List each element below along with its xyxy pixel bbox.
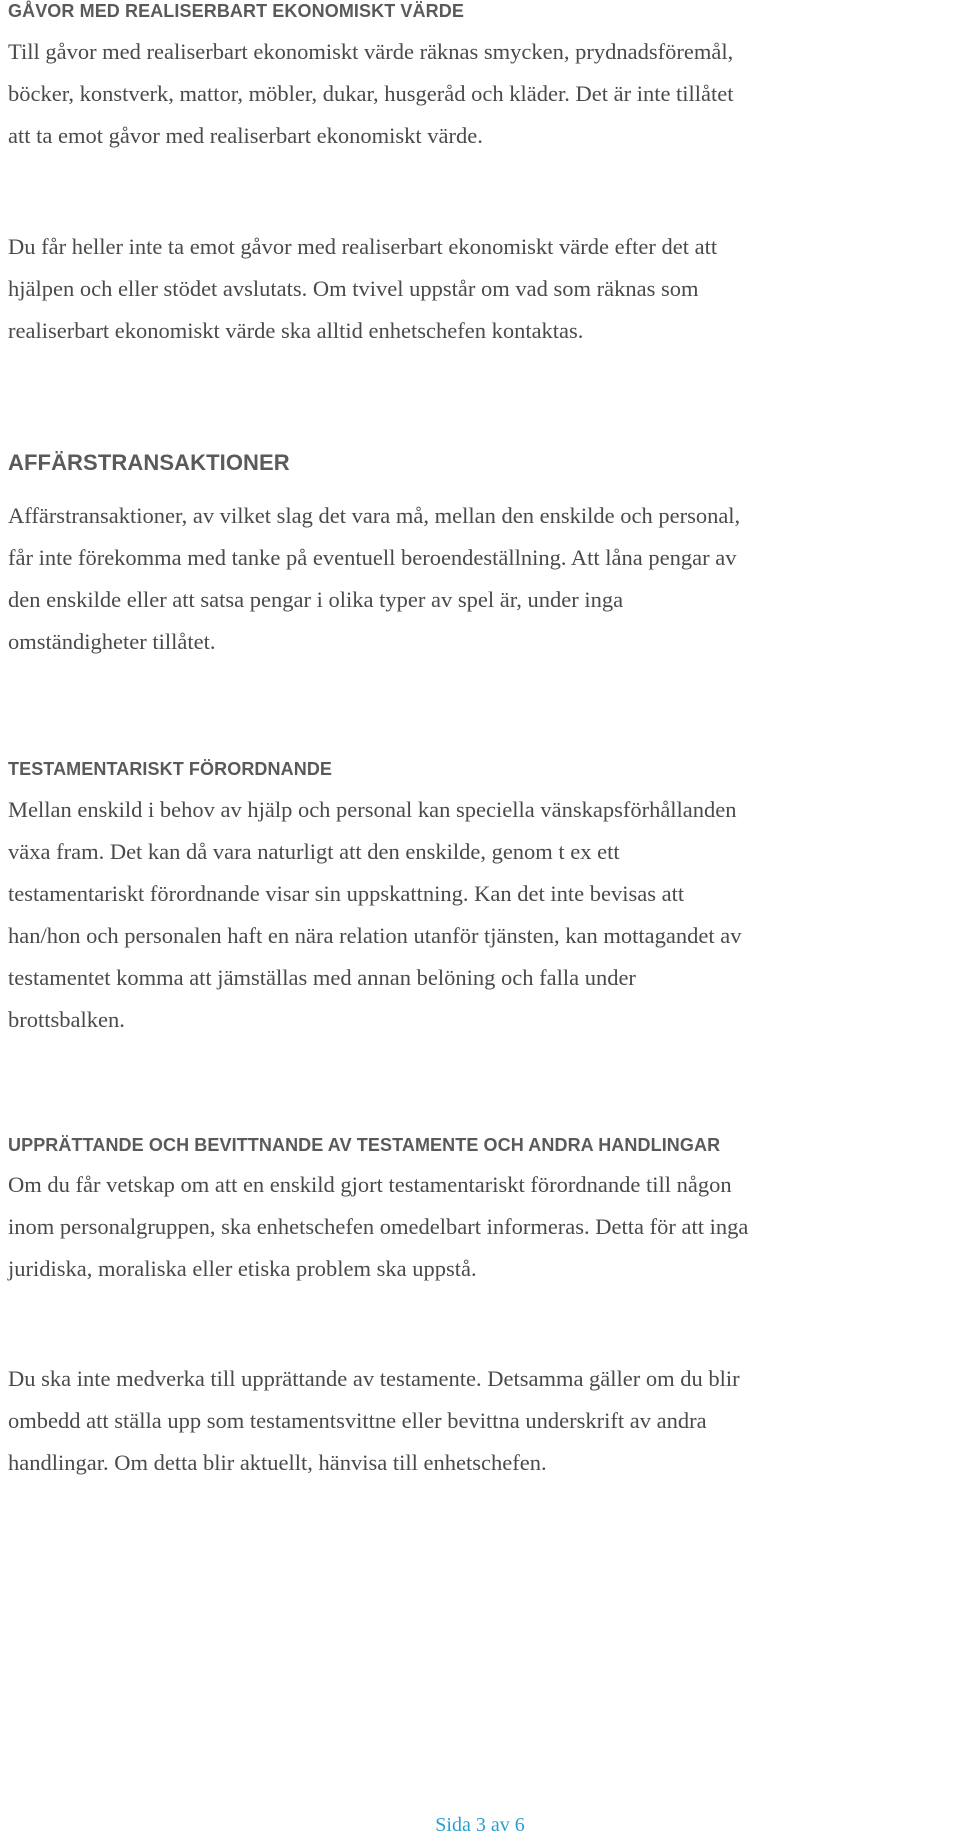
paragraph-gifts-definition: Till gåvor med realiserbart ekonomiskt värde räknas smycken, prydnadsföremål, böcker, konstverk, mattor, möbler, dukar, husgeråd och kläder. Det är inte tillåtet att ta emot gåvor med realiserbart ekonomiskt värde. — [8, 39, 734, 148]
paragraph-inform-manager: Om du får vetskap om att en enskild gjort testamentariskt förordnande till någon inom personalgruppen, ska enhetschefen omedelbart informeras. Detta för att inga juridiska, moraliska eller etiska problem ska uppstå. — [8, 1172, 749, 1281]
paragraph-business-transactions: Affärstransaktioner, av vilket slag det vara må, mellan den enskilde och personal, får inte förekomma med tanke på eventuell beroendeställning. Att låna pengar av den enskilde eller att satsa pengar i olika typer av spel är, under inga omständigheter tillåtet. — [8, 503, 741, 654]
section-heading-drafting-witnessing: UPPRÄTTANDE OCH BEVITTNANDE AV TESTAMENTE OCH ANDRA HANDLINGAR — [8, 1135, 721, 1155]
section-heading-testamentary-disposition: TESTAMENTARISKT FÖRORDNANDE — [8, 759, 333, 779]
paragraph-gifts-after-support: Du får heller inte ta emot gåvor med realiserbart ekonomiskt värde efter det att hjälpen och eller stödet avslutats. Om tvivel uppstår om vad som räknas som realiserbart ekonomiskt värde ska alltid enhetschefen kontaktas. — [8, 234, 718, 343]
section-heading-gifts: GÅVOR MED REALISERBART EKONOMISKT VÄRDE — [8, 1, 464, 21]
page-number: Sida 3 av 6 — [435, 1814, 525, 1836]
section-heading-business-transactions: AFFÄRSTRANSAKTIONER — [8, 450, 290, 475]
paragraph-testamentary-disposition: Mellan enskild i behov av hjälp och personal kan speciella vänskapsförhållanden växa fram. Det kan då vara naturligt att den enskilde, genom t ex ett testamentariskt förordnande visar sin uppskattning. Kan det inte bevisas att han/hon och personalen haft en nära relation utanför tjänsten, kan mottagandet av testamentet komma att jämställas med annan belöning och falla under brottsbalken. — [8, 797, 742, 1032]
paragraph-do-not-participate: Du ska inte medverka till upprättande av testamente. Detsamma gäller om du blir ombedd att ställa upp som testamentsvittne eller bevittna underskrift av andra handlingar. Om detta blir aktuellt, hänvisa till enhetschefen. — [8, 1366, 740, 1475]
